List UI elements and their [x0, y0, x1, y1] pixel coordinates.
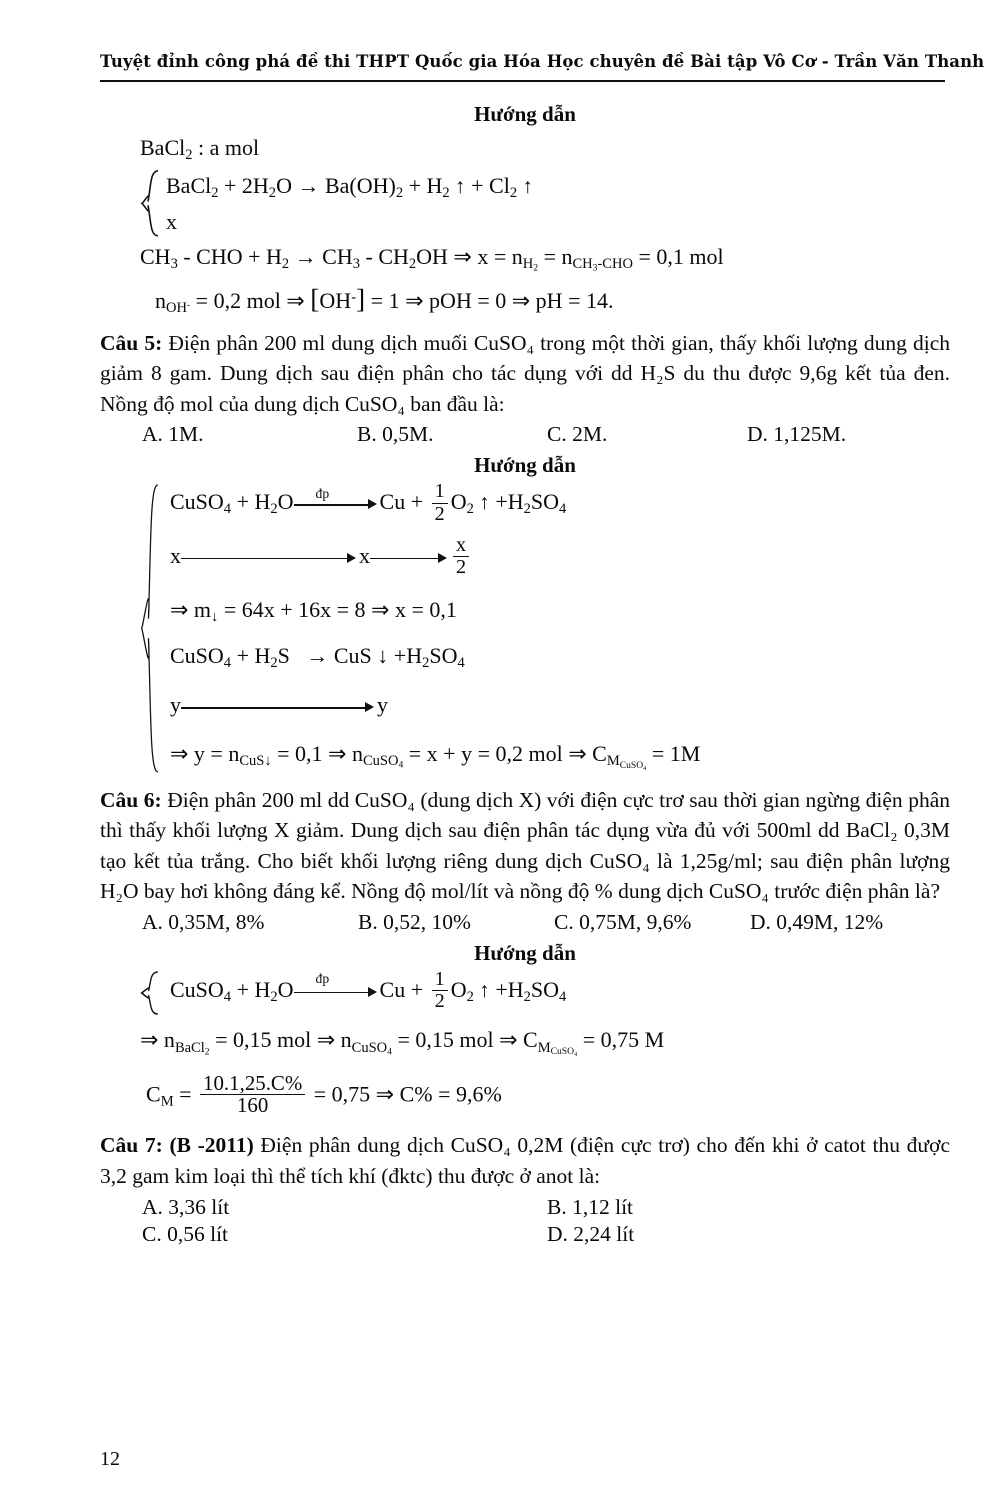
header-divider [100, 80, 945, 82]
question-7-number: Câu 7: (B -2011) [100, 1133, 254, 1158]
question-6-options [142, 910, 950, 935]
guide-heading-3: Hướng dẫn [474, 940, 576, 965]
option-a[interactable]: A. 1M. [142, 422, 204, 447]
brace-icon [140, 970, 166, 1016]
solution6-line-3: $C_M$ = $\frac{10.1,25.C\%}{160}$ = 0,75 ⇒ C% = 9,6% [146, 1070, 502, 1118]
solution5-line-2: x x $\frac{x}{2}$ [170, 536, 950, 580]
solution4-eq3: $n_{OH^-} = 0,2$ mol ⇒ [OH-] = 1 ⇒ pOH = 0 ⇒ pH = 14. [155, 282, 614, 316]
brace-icon [140, 482, 166, 775]
question-7-options-row-2 [142, 1222, 950, 1247]
question-7-text: Điện phân dung dịch CuSO₄ 0,2M (điện cực trơ) cho đến khi ở catot thu được 3,2 gam kim loại thì thể tích khí (đktc) thu được ở anot là: [100, 1133, 950, 1188]
page-content [100, 96, 950, 1249]
question-6-text: Điện phân 200 ml dd CuSO₄ (dung dịch X) với điện cực trơ sau thời gian ngừng điện phân thì thấy khối lượng X giảm. Dung dịch sau điện phân tác dụng vừa đủ với 500ml dd BaCl₂ 0,3M tạo kết tủa trắng. Cho biết khối lượng riêng dung dịch CuSO₄ là 1,25g/ml; sau điện phân lượng H₂O bay hơi không đáng kể. Nồng độ mol/lít và nồng độ % dung dịch CuSO₄ trước điện phân là? [100, 787, 950, 904]
question-5-text: Điện phân 200 ml dung dịch muối CuSO₄ trong một thời gian, thấy khối lượng dung dịch giảm 8 gam. Dung dịch sau điện phân cho tác dụng với dd H₂S du thu được 9,6g kết tủa đen. Nồng độ mol của dung dịch CuSO₄ ban đầu là: [100, 330, 950, 416]
option-a[interactable]: A. 3,36 lít [142, 1195, 230, 1220]
arrow-icon [370, 547, 450, 569]
option-c[interactable]: C. 2M. [547, 422, 608, 447]
option-b[interactable]: B. 0,5M. [357, 422, 434, 447]
solution6-block [140, 967, 950, 1013]
question-5-number: Câu 5: [100, 330, 163, 355]
guide-heading-2: Hướng dẫn [474, 453, 576, 478]
solution5-line-6: ⇒ $y = n_{CuS↓} = 0,1$ ⇒ $n_{CuSO_4} = x + y = 0,2$ mol ⇒ $C_{M_{CuSO_4}} = 1M$ [170, 741, 701, 772]
option-d[interactable]: D. 0,49M, 12% [750, 909, 884, 934]
question-5-options [142, 422, 950, 447]
solution4-eq2: $CH_3$ - CHO + $H_2 \to CH_3 - CH_2OH$ ⇒ $x = n_{H_2} = n_{CH_3-CHO} = 0,1$ mol [140, 243, 724, 274]
question-5 [100, 328, 950, 420]
solution5-line-5: y y [170, 692, 388, 718]
option-a[interactable]: A. 0,35M, 8% [142, 909, 265, 934]
solution4-eq1-block: BaCl$_2$ + $2H_2O \to Ba(OH)_2 + H_2$ ↑ + $Cl_2$ ↑ x [140, 169, 950, 238]
solution6-line-2: ⇒ $n_{BaCl_2} = 0,15$ mol ⇒ $n_{CuSO_4} = 0,15$ mol ⇒ $C_{M_{CuSO_4}} = 0,75$ M [140, 1027, 665, 1058]
electrolysis-arrow-icon: đp [294, 981, 380, 1003]
question-6-number: Câu 6: [100, 787, 162, 812]
arrow-icon [181, 547, 359, 569]
solution5-line-4: CuSO$_4$ + $H_2S$ → CuS ↓ $+H_2SO_4$ [170, 643, 465, 672]
option-d[interactable]: D. 2,24 lít [547, 1222, 635, 1247]
arrow-icon [181, 696, 377, 718]
option-d[interactable]: D. 1,125M. [747, 422, 847, 447]
solution6-line-1: CuSO$_4$ + $H_2O$ đp Cu + $\frac{1}{2}$ $O_2$ ↑ $+H_2SO_4$ [170, 967, 567, 1013]
running-header: Tuyệt đỉnh công phá đề thi THPT Quốc gia Hóa Học chuyên đề Bài tập Vô Cơ - Trần Văn Thanh [100, 52, 985, 71]
solution5-line-3: ⇒ $m_↓ = 64x + 16x = 8$ ⇒ x = 0,1 [170, 596, 457, 625]
electrolysis-arrow-icon: đp [294, 493, 380, 515]
solution5-block [140, 482, 950, 775]
option-c[interactable]: C. 0,75M, 9,6% [554, 909, 692, 934]
page-number: 12 [100, 1448, 120, 1470]
option-b[interactable]: B. 1,12 lít [547, 1195, 634, 1220]
guide-heading-1: Hướng dẫn [474, 102, 576, 126]
solution4-line1: BaCl$_2$ : a mol [140, 135, 260, 164]
option-b[interactable]: B. 0,52, 10% [358, 909, 471, 934]
solution5-line-1: CuSO$_4$ + $H_2O$ đp Cu + $\frac{1}{2}$ $O_2$ ↑ $+H_2SO_4$ [170, 480, 567, 525]
question-6 [100, 785, 950, 907]
question-7-options-row-1 [142, 1195, 950, 1220]
option-c[interactable]: C. 0,56 lít [142, 1222, 229, 1247]
question-7 [100, 1130, 950, 1191]
brace-icon [140, 169, 162, 238]
